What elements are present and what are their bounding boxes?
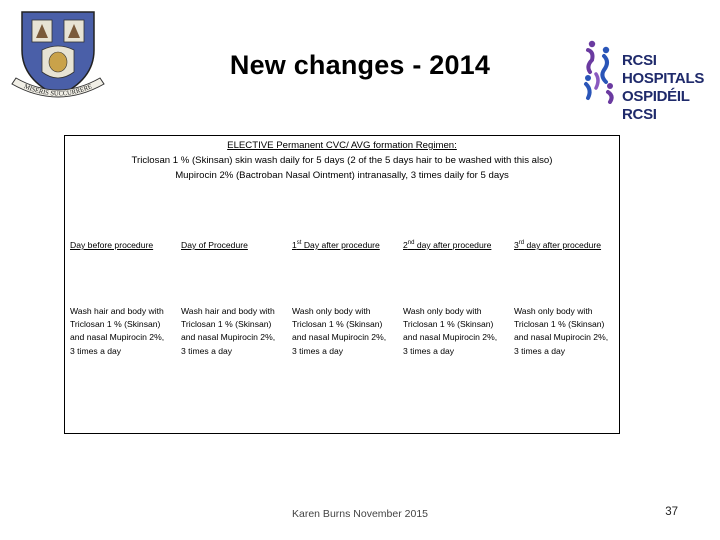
logo-line-2: OSPIDÉIL RCSI: [622, 88, 690, 123]
column-body: Wash hair and body with Triclosan 1 % (Skinsan) and nasal Mupirocin 2%, 3 times a day: [70, 306, 165, 356]
column-header: Day before procedure: [70, 240, 154, 250]
regimen-line-2: Mupirocin 2% (Bactroban Nasal Ointment) intranasally, 3 times daily for 5 days: [175, 170, 509, 181]
column-body: Wash only body with Triclosan 1 % (Skinsan) and nasal Mupirocin 2%, 3 times a day: [292, 306, 387, 356]
logo-line-1: RCSI HOSPITALS: [622, 52, 705, 87]
column-body: Wash only body with Triclosan 1 % (Skinsan) and nasal Mupirocin 2%, 3 times a day: [403, 306, 498, 356]
column-header: 2nd day after procedure: [403, 240, 492, 250]
crest-motto: MISERIS SUCCURRERE: [22, 83, 94, 98]
page-number: 37: [665, 506, 678, 518]
column-header: 1st Day after procedure: [292, 240, 380, 250]
rcsi-hospitals-logo: [580, 38, 715, 123]
regimen-table: [64, 135, 620, 434]
column-header: 3rd day after procedure: [514, 240, 602, 250]
column-body: Wash hair and body with Triclosan 1 % (Skinsan) and nasal Mupirocin 2%, 3 times a day: [181, 306, 276, 356]
column-body: Wash only body with Triclosan 1 % (Skinsan) and nasal Mupirocin 2%, 3 times a day: [514, 306, 609, 356]
slide-title: New changes - 2014: [229, 50, 491, 80]
footer-author: Karen Burns November 2015: [292, 508, 428, 520]
rcsi-figures-icon: [580, 38, 620, 104]
column-header: Day of Procedure: [181, 240, 248, 250]
regimen-line-1: Triclosan 1 % (Skinsan) skin wash daily for 5 days (2 of the 5 days hair to be washed with this also): [131, 155, 553, 166]
regimen-header: [65, 136, 619, 183]
hospital-crest-logo: [8, 6, 108, 112]
regimen-heading: ELECTIVE Permanent CVC/ AVG formation Regimen:: [227, 140, 457, 151]
